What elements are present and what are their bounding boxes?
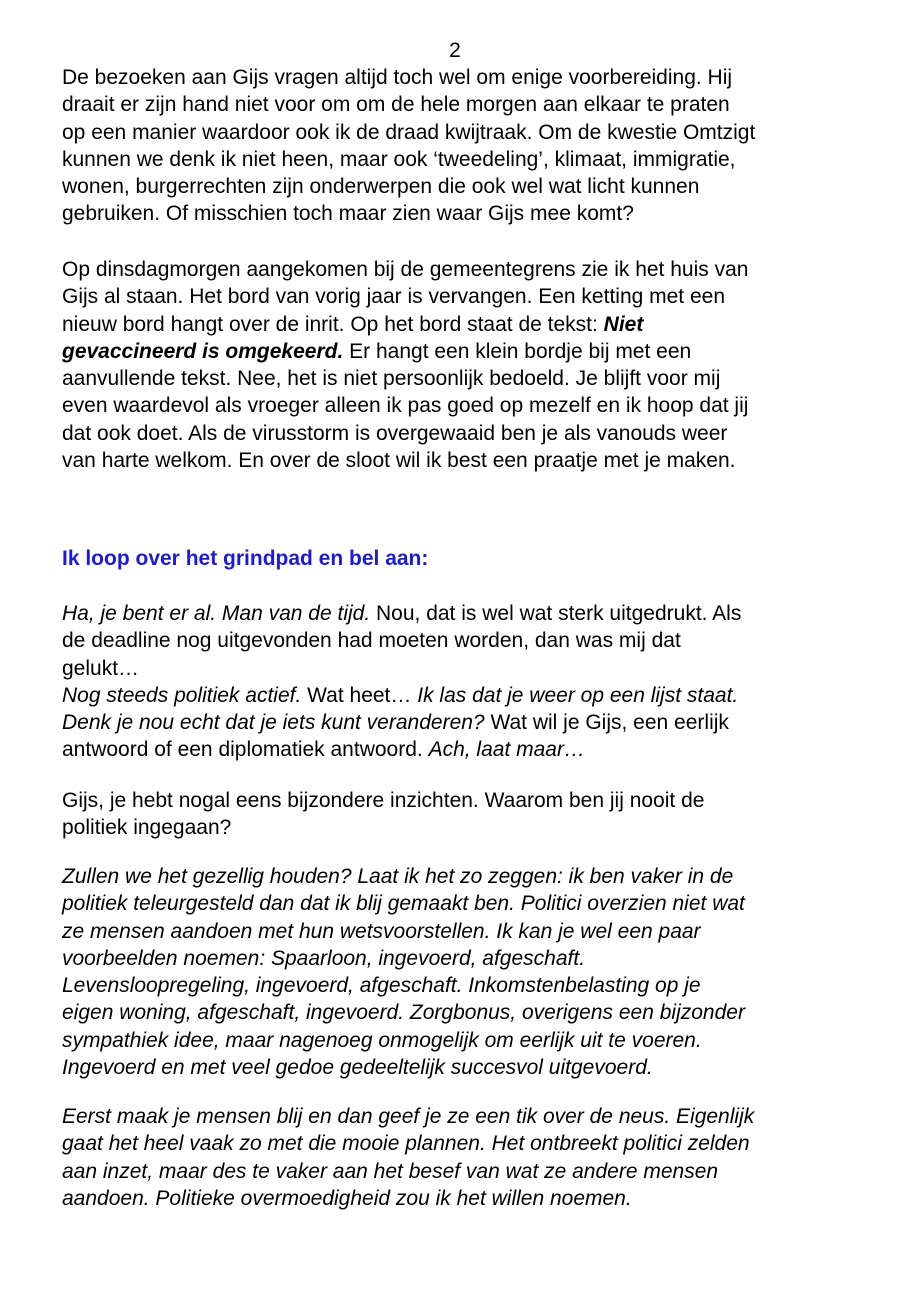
text-line: dat ook doet. Als de virusstorm is overgewaaid ben je als vanouds weer — [62, 421, 728, 445]
closing-paragraph — [62, 1103, 862, 1212]
text-line: Gijs al staan. Het bord van vorig jaar is vervangen. Een ketting met een — [62, 285, 726, 309]
text-run: Er hangt een klein bordje bij met een — [343, 339, 692, 363]
page-number: 2 — [449, 39, 461, 62]
text-line: Levensloopregeling, ingevoerd, afgeschaft. Inkomstenbelasting op je — [62, 974, 701, 998]
text-run: Nou, dat is wel wat sterk uitgedrukt. Als — [370, 602, 742, 625]
text-line: Gijs, je hebt nogal eens bijzondere inzichten. Waarom ben jij nooit de — [62, 789, 705, 812]
text-line: aanvullende tekst. Nee, het is niet persoonlijk bedoeld. Je blijft voor mij — [62, 367, 721, 391]
text-line: van harte welkom. En over de sloot wil ik best een praatje met je maken. — [62, 449, 736, 473]
text-line: Eerst maak je mensen blij en dan geef je ze een tik over de neus. Eigenlijk — [62, 1105, 755, 1128]
section-heading: Ik loop over het grindpad en bel aan: — [62, 547, 429, 570]
text-line: Op dinsdagmorgen aangekomen bij de gemeentegrens zie ik het huis van — [62, 258, 749, 281]
sign-text-emphasis: gevaccineerd is omgekeerd. — [62, 339, 344, 363]
text-line — [62, 682, 862, 709]
text-line: de deadline nog uitgevonden had moeten worden, dan was mij dat — [62, 629, 681, 653]
quote-run: Ha, je bent er al. Man van de tijd. — [62, 602, 371, 625]
text-line — [62, 311, 862, 338]
quote-run: Ik las dat je weer op een lijst staat. — [417, 683, 739, 707]
text-line: aandoen. Politieke overmoedigheid zou ik het willen noemen. — [62, 1186, 632, 1210]
text-line: gelukt… — [62, 656, 140, 680]
question-paragraph — [62, 787, 862, 842]
text-line: ze mensen aandoen met hun wetsvoorstellen. Ik kan je wel een paar — [62, 919, 701, 943]
text-line: Zullen we het gezellig houden? Laat ik het zo zeggen: ik ben vaker in de — [62, 865, 734, 888]
text-line: even waardevol als vroeger alleen ik pas goed op mezelf en ik hoop dat jij — [62, 394, 749, 418]
text-run: Wat wil je Gijs, een eerlijk — [484, 711, 729, 735]
text-line: politiek teleurgesteld dan dat ik blij gemaakt ben. Politici overzien niet wat — [62, 892, 745, 916]
text-line: sympathiek idee, maar nagenoeg onmogelijk om eerlijk uit te voeren. — [62, 1028, 702, 1052]
text-run: Wat heet… — [301, 683, 418, 707]
text-line — [62, 338, 862, 365]
text-run: nieuw bord hangt over de inrit. Op het bord staat de tekst: — [62, 312, 604, 336]
text-line — [62, 600, 862, 627]
text-run: antwoord of een diplomatiek antwoord. — [62, 738, 429, 762]
quote-run: Ach, laat maar… — [428, 738, 585, 762]
text-line: Ingevoerd en met veel gedoe gedeeltelijk succesvol uitgevoerd. — [62, 1056, 653, 1080]
quote-run: Nog steeds politiek actief. — [62, 683, 302, 707]
quote-run: Denk je nou echt dat je iets kunt veranderen? — [62, 711, 485, 735]
arrival-paragraph — [62, 256, 862, 474]
dialogue-paragraph — [62, 600, 862, 764]
text-line: wonen, burgerrechten zijn onderwerpen die ook wel wat licht kunnen — [62, 175, 700, 199]
text-line: gaat het heel vaak zo met die mooie plannen. Het ontbreekt politici zelden — [62, 1132, 750, 1156]
text-line: aan inzet, maar des te vaker aan het besef van wat ze andere mensen — [62, 1159, 719, 1183]
text-line: voorbeelden noemen: Spaarloon, ingevoerd, afgeschaft. — [62, 946, 586, 970]
text-line: De bezoeken aan Gijs vragen altijd toch wel om enige voorbereiding. Hij — [62, 66, 733, 89]
text-line: politiek ingegaan? — [62, 816, 232, 840]
text-line: gebruiken. Of misschien toch maar zien waar Gijs mee komt? — [62, 202, 634, 226]
text-line: draait er zijn hand niet voor om om de hele morgen aan elkaar te praten — [62, 93, 730, 117]
text-line: op een manier waardoor ook ik de draad kwijtraak. Om de kwestie Omtzigt — [62, 120, 756, 144]
intro-paragraph — [62, 64, 862, 228]
text-line — [62, 709, 862, 736]
answer-paragraph — [62, 863, 862, 1081]
text-line: kunnen we denk ik niet heen, maar ook ‘tweedeling’, klimaat, immigratie, — [62, 147, 736, 171]
text-line: eigen woning, afgeschaft, ingevoerd. Zorgbonus, overigens een bijzonder — [62, 1001, 745, 1025]
text-line — [62, 736, 862, 763]
sign-text-emphasis: Niet — [603, 312, 644, 336]
